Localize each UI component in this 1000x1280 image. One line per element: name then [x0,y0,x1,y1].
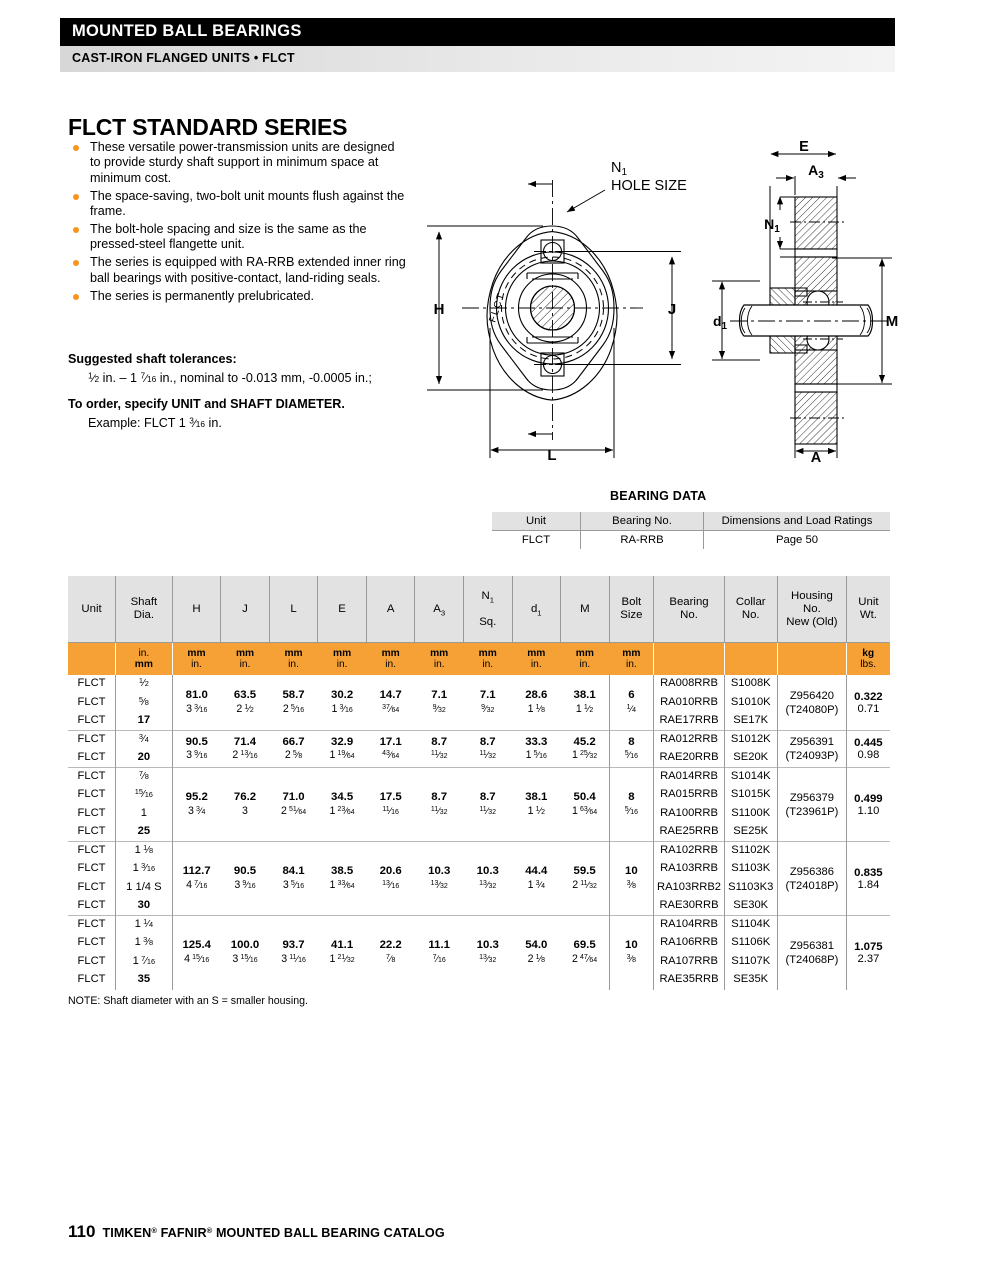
table-header [68,576,890,675]
cell-dim-L: 84.1 3 $^5$⁄16 [282,865,305,891]
cell-collar-no: SE30K [724,897,777,916]
cell-unit-wt: 0.445 0.98 [847,731,890,768]
page-header-bar [60,18,895,46]
units-cell-E: mm in. [318,643,367,676]
cell-unit: FLCT [68,879,116,898]
col-header-d1: $d_1$ [512,576,561,643]
list-item: These versatile power-transmission units are designed to provide sturdy shaft support in minimum space at minimum cost. [68,140,408,186]
page-footer [68,1222,445,1242]
units-cell-A: mm in. [366,643,415,676]
cell-shaft-dia: $^7$⁄8 [116,768,173,787]
order-example: Example: FLCT 1 $^3$⁄16 in. [88,415,222,430]
cell-dim-A3: 10.3 $^{13}$⁄32 [428,865,451,891]
cell-dim-H: 112.7 4 $^7$⁄16 [182,865,211,891]
cell-collar-no: S1106K [724,934,777,953]
cell-shaft-dia: $^{15}$⁄16 [116,786,173,805]
col-header-J: J [221,576,270,643]
cell-bolt-size: 10 $^3$⁄8 [609,842,654,916]
cell-unit-wt: 0.322 0.71 [847,675,890,731]
bd-header-unit: Unit [492,512,581,531]
page-subheader-bar [60,46,895,72]
cell-unit: FLCT [68,749,116,768]
page-subtitle: CAST-IRON FLANGED UNITS • FLCT [72,51,295,65]
cell-bearing-no: RAE35RRB [654,971,725,990]
tolerance-text: $^1$⁄2 in. – 1 $^7$⁄16 in., nominal to -0.013 mm, -0.0005 in.; [88,370,372,385]
dimension-label-L: L [547,447,557,464]
cell-bearing-no: RA104RRB [654,916,725,935]
units-cell-M: mm in. [561,643,610,676]
page-number: 110 [68,1222,96,1241]
bd-cell-bearing-no: RA-RRB [581,531,704,550]
units-cell-L: mm in. [269,643,318,676]
cell-dim-M: 45.2 1 $^{25}$⁄32 [572,735,598,761]
feature-list [68,140,408,307]
cell-dim-A3: 8.7 $^{11}$⁄32 [430,735,448,761]
cell-shaft-dia: 17 [116,712,173,731]
cell-dim-M: 69.5 2 $^{47}$⁄64 [572,939,598,965]
cell-shaft-dia: $^5$⁄8 [116,694,173,713]
cell-collar-no: S1010K [724,694,777,713]
col-header-housing-no: Housing No. New (Old) [777,576,847,643]
col-header-M: M [561,576,610,643]
cell-bearing-no: RAE20RRB [654,749,725,768]
table-row [68,842,890,861]
cell-housing-no: Z956391 (T24093P) [777,731,847,768]
series-title: FLCT STANDARD SERIES [68,114,348,140]
cell-dim-N1: 7.1 $^9$⁄32 [479,689,496,715]
table-note: NOTE: Shaft diameter with an S = smaller housing. [68,995,308,1007]
dimension-label-A: A [810,450,822,466]
cell-unit: FLCT [68,786,116,805]
col-header-bolt-size: Bolt Size [609,576,654,643]
dimension-label-H: H [433,301,445,318]
bearing-data-title: BEARING DATA [610,489,707,503]
list-item: The space-saving, two-bolt unit mounts flush against the frame. [68,189,408,220]
cell-unit: FLCT [68,768,116,787]
cell-bearing-no: RA103RRB [654,860,725,879]
cell-bearing-no: RAE25RRB [654,823,725,842]
cell-dim-H: 95.2 3 $^3$⁄4 [185,791,208,817]
units-cell-d1: mm in. [512,643,561,676]
bd-header-dimensions: Dimensions and Load Ratings [704,512,891,531]
cell-dim-E: 38.5 1 $^{33}$⁄64 [329,865,355,891]
col-header-unit: Unit [68,576,116,643]
cell-bolt-size: 10 $^3$⁄8 [609,916,654,990]
cell-collar-no: S1014K [724,768,777,787]
cell-dim-d1: 28.6 1 $^1$⁄8 [525,689,548,715]
cell-dim-M: 59.5 2 $^{11}$⁄32 [572,865,597,891]
cell-bearing-no: RA107RRB [654,953,725,972]
cell-bearing-no: RAE30RRB [654,897,725,916]
cell-dim-d1: 38.1 1 $^1$⁄2 [525,791,548,817]
table-header-row [492,512,890,531]
cell-dim-A: 14.7 $^{37}$⁄64 [379,689,402,715]
cell-dim-N1: 10.3 $^{13}$⁄32 [476,939,499,965]
cell-shaft-dia: 30 [116,897,173,916]
cell-shaft-dia: 20 [116,749,173,768]
cell-collar-no: S1103K3 [724,879,777,898]
cell-bearing-no: RA015RRB [654,786,725,805]
units-cell-bolt: mm in. [609,643,654,676]
units-cell-housing [777,643,847,676]
cell-dim-H: 81.0 3 $^3$⁄16 [185,689,208,715]
dimension-label-d1: $d_1$ [712,313,728,332]
table-row [492,531,890,550]
cell-collar-no: S1015K [724,786,777,805]
cell-bearing-no: RAE17RRB [654,712,725,731]
cell-shaft-dia: 25 [116,823,173,842]
cell-dim-d1: 44.4 1 $^3$⁄4 [525,865,548,891]
cell-collar-no: SE20K [724,749,777,768]
col-header-A: A [366,576,415,643]
order-heading: To order, specify UNIT and SHAFT DIAMETER. [68,397,345,411]
front-view-drawing [415,140,690,470]
cell-shaft-dia: 1 $^1$⁄4 [116,916,173,935]
cell-unit: FLCT [68,934,116,953]
cell-dim-H: 125.4 4 $^{15}$⁄16 [182,939,211,965]
cell-collar-no: S1104K [724,916,777,935]
col-header-N1: $N_1$ Sq. [463,576,512,643]
page-title: MOUNTED BALL BEARINGS [72,22,302,40]
units-cell-unit [68,643,116,676]
cell-dim-A: 22.2 $^7$⁄8 [379,939,402,965]
cell-dim-d1: 33.3 1 $^5$⁄16 [525,735,548,761]
cell-dim-A3: 11.1 $^7$⁄16 [428,939,450,965]
dimension-label-A3: $A_3$ [808,162,824,181]
cell-shaft-dia: 1 1/4 S [116,879,173,898]
table-row [68,675,890,694]
cell-bearing-no: RA100RRB [654,805,725,824]
cell-shaft-dia: 1 $^3$⁄8 [116,934,173,953]
dimension-label-J: J [667,301,677,318]
cell-unit: FLCT [68,694,116,713]
cell-dim-A: 17.5 $^{11}$⁄16 [379,791,402,817]
cell-unit: FLCT [68,860,116,879]
cell-dim-J: 100.0 3 $^{15}$⁄16 [230,939,260,965]
cell-shaft-dia: 1 $^3$⁄16 [116,860,173,879]
col-header-A3: $A_3$ [415,576,464,643]
cell-dim-E: 32.9 1 $^{19}$⁄64 [329,735,355,761]
cell-bearing-no: RA103RRB2 [654,879,725,898]
cell-housing-no: Z956379 (T23961P) [777,768,847,842]
table-row [68,768,890,787]
cell-unit: FLCT [68,842,116,861]
cell-collar-no: S1012K [724,731,777,750]
cell-dim-L: 71.0 2 $^{51}$⁄64 [280,791,307,817]
cell-bolt-size: 8 $^5$⁄16 [609,731,654,768]
cell-collar-no: SE25K [724,823,777,842]
cell-shaft-dia: 35 [116,971,173,990]
tolerance-heading: Suggested shaft tolerances: [68,352,237,366]
col-header-L: L [269,576,318,643]
cell-dim-L: 58.7 2 $^5$⁄16 [282,689,305,715]
cell-shaft-dia: 1 $^7$⁄16 [116,953,173,972]
list-item: The series is permanently prelubricated. [68,289,408,304]
dimension-table [68,576,890,990]
cell-shaft-dia: $^3$⁄4 [116,731,173,750]
cell-bearing-no: RA010RRB [654,694,725,713]
cell-dim-A3: 8.7 $^{11}$⁄32 [430,791,448,817]
cell-housing-no: Z956420 (T24080P) [777,675,847,731]
col-header-E: E [318,576,367,643]
cell-dim-J: 63.5 2 $^1$⁄2 [233,689,257,715]
cell-collar-no: SE17K [724,712,777,731]
cell-unit: FLCT [68,971,116,990]
units-cell-A3: mm in. [415,643,464,676]
col-header-H: H [172,576,221,643]
cell-dim-M: 38.1 1 $^1$⁄2 [573,689,596,715]
cell-dim-J: 76.2 3 [233,791,257,817]
cell-collar-no: S1107K [724,953,777,972]
col-header-collar-no: Collar No. [724,576,777,643]
cell-collar-no: S1008K [724,675,777,694]
bd-header-bearing-no: Bearing No. [581,512,704,531]
table-header-row [68,576,890,643]
units-cell-wt: kg lbs. [847,643,890,676]
cell-dim-E: 34.5 1 $^{23}$⁄64 [329,791,355,817]
cell-dim-L: 93.7 3 $^{11}$⁄16 [281,939,306,965]
cell-unit-wt: 0.835 1.84 [847,842,890,916]
col-header-bearing-no: Bearing No. [654,576,725,643]
table-row [68,916,890,935]
dimension-label-N1: $N_1$ [611,160,628,178]
casting-text-flct: FLCT [487,291,508,324]
cell-collar-no: S1100K [724,805,777,824]
units-cell-N1: mm in. [463,643,512,676]
cell-dim-A: 17.1 $^{43}$⁄64 [379,735,402,761]
cell-shaft-dia: 1 [116,805,173,824]
col-header-shaft-dia: Shaft Dia. [116,576,173,643]
cell-bearing-no: RA106RRB [654,934,725,953]
table-row [68,731,890,750]
cell-unit-wt: 1.075 2.37 [847,916,890,990]
dimension-label-M: M [885,313,899,330]
cell-unit: FLCT [68,731,116,750]
footer-text: TIMKEN® FAFNIR® MOUNTED BALL BEARING CATALOG [102,1226,445,1240]
cell-bearing-no: RA008RRB [654,675,725,694]
dimension-label-E: E [799,140,809,155]
cell-dim-E: 41.1 1 $^{21}$⁄32 [329,939,355,965]
dimension-label-N1-section: $N_1$ [764,216,780,235]
cell-collar-no: SE35K [724,971,777,990]
table-body [68,675,890,990]
cell-dim-L: 66.7 2 $^5$⁄8 [282,735,305,761]
units-cell-H: mm in. [172,643,221,676]
cell-dim-A3: 7.1 $^9$⁄32 [431,689,448,715]
cell-unit: FLCT [68,805,116,824]
cell-dim-A: 20.6 $^{13}$⁄16 [379,865,402,891]
units-cell-J: mm in. [221,643,270,676]
list-item: The series is equipped with RA-RRB extended inner ring ball bearings with positive-contact, land-riding seals. [68,255,408,286]
cell-bolt-size: 6 $^1$⁄4 [609,675,654,731]
cell-dim-N1: 10.3 $^{13}$⁄32 [476,865,499,891]
units-cell-collar [724,643,777,676]
cell-unit: FLCT [68,953,116,972]
list-item: The bolt-hole spacing and size is the same as the pressed-steel flangette unit. [68,222,408,253]
section-view-drawing [700,140,940,470]
cell-collar-no: S1103K [724,860,777,879]
cell-unit: FLCT [68,823,116,842]
cell-unit: FLCT [68,916,116,935]
cell-unit: FLCT [68,675,116,694]
hole-size-label: HOLE SIZE [611,178,687,194]
cell-dim-d1: 54.0 2 $^1$⁄8 [525,939,548,965]
cell-collar-no: S1102K [724,842,777,861]
col-header-unit-wt: Unit Wt. [847,576,890,643]
cell-dim-H: 90.5 3 $^9$⁄16 [185,735,208,761]
cell-bearing-no: RA102RRB [654,842,725,861]
cell-dim-N1: 8.7 $^{11}$⁄32 [479,791,497,817]
cell-dim-J: 90.5 3 $^9$⁄16 [233,865,257,891]
bd-cell-unit: FLCT [521,534,551,546]
units-row [68,643,890,676]
cell-unit: FLCT [68,712,116,731]
cell-shaft-dia: 1 $^1$⁄8 [116,842,173,861]
bd-cell-dimensions: Page 50 [704,531,891,550]
cell-shaft-dia: $^1$⁄2 [116,675,173,694]
units-cell-bearing [654,643,725,676]
cell-dim-E: 30.2 1 $^3$⁄16 [331,689,354,715]
cell-dim-J: 71.4 2 $^{13}$⁄16 [232,735,258,761]
cell-unit: FLCT [68,897,116,916]
cell-bearing-no: RA012RRB [654,731,725,750]
cell-housing-no: Z956381 (T24068P) [777,916,847,990]
cell-dim-N1: 8.7 $^{11}$⁄32 [479,735,497,761]
cell-bolt-size: 8 $^5$⁄16 [609,768,654,842]
cell-unit-wt: 0.499 1.10 [847,768,890,842]
bearing-data-table [492,512,890,549]
cell-bearing-no: RA014RRB [654,768,725,787]
cell-housing-no: Z956386 (T24018P) [777,842,847,916]
cell-dim-M: 50.4 1 $^{63}$⁄64 [572,791,598,817]
units-cell-shaft: in. mm [116,643,173,676]
